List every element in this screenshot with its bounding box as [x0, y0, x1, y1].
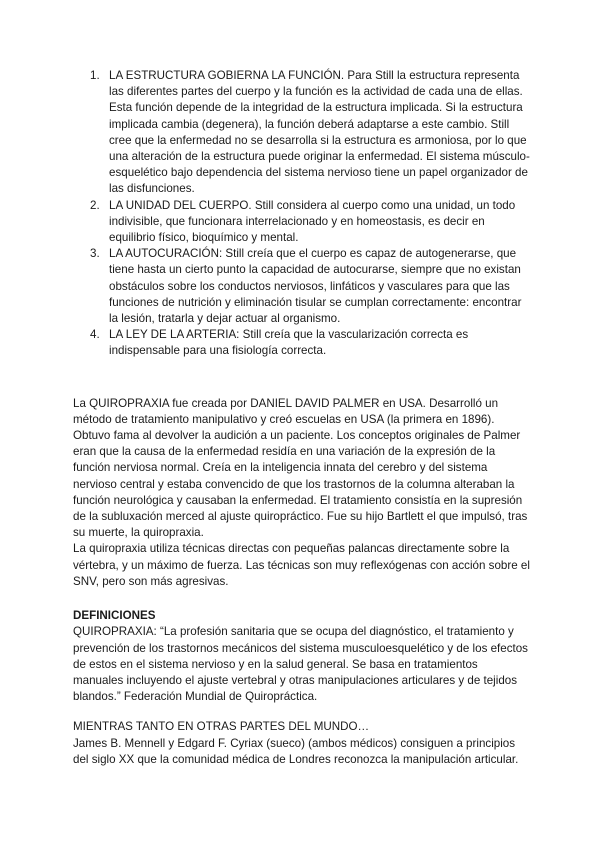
list-item-text: LA UNIDAD DEL CUERPO. Still considera al cuerpo como una unidad, un todo indivisible, que funcionara interrelacionado y en homeostasis, es decir en equilibrio físico, bioquímico y mental. — [109, 198, 516, 245]
quiropraxia-techniques-paragraph: La quiropraxia utiliza técnicas directas con pequeñas palancas directamente sobre la vértebra, y un máximo de fuerza. Las técnicas son muy reflexógenas con acción sobre el SNV, pero son más agresivas. — [73, 542, 530, 588]
spacer — [73, 360, 530, 396]
list-item-text: LA LEY DE LA ARTERIA: Still creía que la vascularización correcta es indispensable para una fisiología correcta. — [109, 328, 469, 358]
principles-list — [73, 68, 530, 360]
list-item-text: LA AUTOCURACIÓN: Still creía que el cuerpo es capaz de autogenerarse, que tiene hasta un cierto punto la capacidad de autocurarse, siempre que no existan obstáculos sobre los conductos nerviosos, linfáticos y vasculares para que las funciones de nutrición y eliminación tisular se cumplan correctamente: encontrar la lesión, tratarla y dejar actuar al organismo. — [109, 247, 522, 326]
list-item — [90, 246, 530, 327]
list-number: 4. — [90, 328, 100, 342]
list-item — [90, 68, 530, 198]
list-number: 3. — [90, 247, 100, 261]
definiciones-heading: DEFINICIONES — [73, 609, 156, 623]
list-item-text: LA ESTRUCTURA GOBIERNA LA FUNCIÓN. Para Still la estructura representa las diferentes partes del cuerpo y la función es la actividad de cada una de ellas. Esta función depende de la integridad de la estructura implicada. Si la estructura implicada cambia (degenera), la función deberá adaptarse a este cambio. Still cree que la enfermedad no se desarrolla si la estructura es armoniosa, por lo que una alteración de la estructura puede originar la enfermedad. El sistema músculo-esquelético bajo dependencia del sistema nervioso tiene un papel organizador de las disfunciones. — [109, 69, 530, 196]
list-number: 1. — [90, 69, 100, 82]
spacer — [73, 590, 530, 608]
definicion-quiropraxia: QUIROPRAXIA: “La profesión sanitaria que se ocupa del diagnóstico, el tratamiento y prevención de los trastornos mecánicos del sistema musculoesquelético y de los efectos de estos en el sistema nervioso y en la salud general. Se basa en tratamientos manuales incluyendo el ajuste vertebral y otras manipulaciones articulares y de tejidos blandos.” Federación Mundial de Quiropráctica. — [73, 625, 528, 704]
list-item — [90, 327, 530, 359]
list-item — [90, 198, 530, 247]
quiropraxia-paragraph: La QUIROPRAXIA fue creada por DANIEL DAVID PALMER en USA. Desarrolló un método de tratamiento manipulativo y creó escuelas en USA (la primera en 1896). Obtuvo fama al devolver la audición a un paciente. Los conceptos originales de Palmer eran que la causa de la enfermedad residía en una variación de la expresión de la función nerviosa normal. Creía en la inteligencia innata del cerebro y del sistema nervioso central y estaba convencido de que los trastornos de la columna alteraban la función neurológica y causaban la enfermedad. El tratamiento consistía en la supresión de la subluxación merced al ajuste quiropráctico. Fue su hijo Bartlett el que impulsó, tras su muerte, la quiropraxia. — [73, 396, 528, 540]
mientras-tanto-paragraph: James B. Mennell y Edgard F. Cyriax (sueco) (ambos médicos) consiguen a principios del siglo XX que la comunidad médica de Londres reconozca la manipulación articular. — [73, 736, 519, 766]
spacer — [73, 705, 530, 719]
mientras-tanto-heading: MIENTRAS TANTO EN OTRAS PARTES DEL MUNDO… — [73, 720, 370, 734]
list-number: 2. — [90, 198, 100, 212]
